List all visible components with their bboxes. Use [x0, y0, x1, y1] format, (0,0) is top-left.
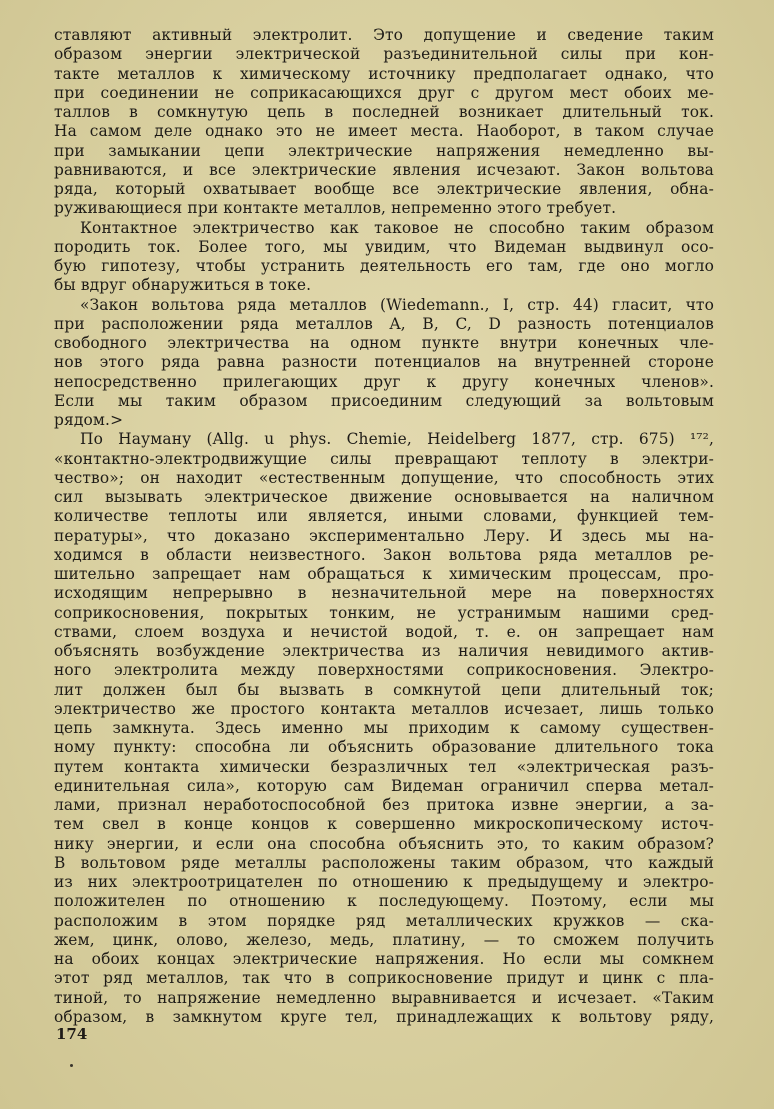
text-line: нику энергии, и если она способна объяснить это, то каким образом?: [54, 834, 714, 853]
text-line: «контактно-электродвижущие силы превращают теплоту в электри-: [54, 449, 714, 468]
text-line: путем контакта химически безразличных тел «электрическая разъ-: [54, 757, 714, 776]
text-line: при замыкании цепи электрические напряжения немедленно вы-: [54, 141, 714, 160]
text-line: количестве теплоты или является, иными словами, функцией тем-: [54, 507, 714, 526]
text-line: электричество же простого контакта металлов исчезает, лишь только: [54, 699, 714, 718]
text-line: образом, в замкнутом круге тел, принадлежащих к вольтову ряду,: [54, 1007, 714, 1026]
text-line: этот ряд металлов, так что в соприкосновение придут и цинк с пла-: [54, 969, 714, 988]
text-line: лами, признал неработоспособной без притока извне энергии, а за-: [54, 796, 714, 814]
text-line: равниваются, и все электрические явления исчезают. Закон вольтова: [54, 160, 714, 179]
text-line: ного электролита между поверхностями соприкосновения. Электро-: [54, 661, 714, 680]
text-line: таллов в сомкнутую цепь в последней возникает длительный ток.: [54, 103, 714, 121]
text-line: пературы», что доказано экспериментально Леру. И здесь мы на-: [54, 526, 714, 545]
text-line: жем, цинк, олово, железо, медь, платину, — то сможем получить: [54, 930, 714, 949]
text-line: непосредственно прилегающих друг к другу конечных членов».: [54, 372, 714, 391]
text-line: при расположении ряда металлов A, B, C, D разность потенциалов: [54, 314, 714, 333]
text-line: сил вызывать электрическое движение основывается на наличном: [54, 488, 714, 506]
text-line: лит должен был бы вызвать в сомкнутой цепи длительный ток;: [54, 680, 714, 699]
text-line: нов этого ряда равна разности потенциалов на внутренней стороне: [54, 353, 714, 372]
text-line: ходимся в области неизвестного. Закон вольтова ряда металлов ре-: [54, 545, 714, 564]
text-line: тиной, то напряжение немедленно выравнивается и исчезает. «Таким: [54, 988, 714, 1007]
text-line: единительная сила», которую сам Видеман ограничил сперва метал-: [54, 776, 714, 795]
text-line: По Науману (Allg. u phys. Chemie, Heidelberg 1877, стр. 675) ¹⁷²,: [80, 430, 714, 449]
text-line: свободного электричества на одном пункте внутри конечных чле-: [54, 334, 714, 352]
text-line: при соединении не соприкасающихся друг с другом мест обоих ме-: [54, 83, 714, 102]
text-line: положителен по отношению к последующему. Поэтому, если мы: [54, 892, 714, 911]
page-number: 174: [56, 1025, 88, 1043]
text-line: такте металлов к химическому источнику предполагает однако, что: [54, 64, 714, 83]
text-line: Если мы таким образом присоединим следующий за вольтовым: [54, 391, 714, 410]
text-line: шительно запрещает нам обращаться к химическим процессам, про-: [54, 565, 714, 583]
text-line: соприкосновения, покрытых тонким, не устранимым нашими сред-: [54, 603, 714, 622]
text-line: породить ток. Более того, мы увидим, что Видеман выдвинул осо-: [54, 237, 714, 256]
text-line: расположим в этом порядке ряд металлических кружков — ска-: [54, 911, 714, 930]
text-line: Контактное электричество как таковое не способно таким образом: [80, 218, 714, 237]
text-line: руживающиеся при контакте металлов, непременно этого требует.: [54, 199, 617, 218]
text-line: из них электроотрицателен по отношению к предыдущему и электро-: [54, 873, 714, 891]
text-line: исходящим непрерывно в незначительной мере на поверхностях: [54, 584, 714, 603]
text-line: чество»; он находит «естественным допущение, что способность этих: [54, 468, 714, 487]
text-line: тем свел в конце концов к совершенно микроскопическому источ-: [54, 815, 714, 834]
text-line: «Закон вольтова ряда металлов (Wiedemann., I, стр. 44) гласит, что: [80, 295, 714, 314]
text-line: бую гипотезу, чтобы устранить деятельность его там, где оно могло: [54, 257, 714, 275]
text-line: ному пункту: способна ли объяснить образование длительного тока: [54, 738, 714, 757]
text-line: ставляют активный электролит. Это допущение и сведение таким: [54, 26, 714, 44]
page-body-text: [54, 26, 714, 1027]
text-line: бы вдруг обнаружиться в токе.: [54, 276, 312, 295]
text-line: На самом деле однако это не имеет места. Наоборот, в таком случае: [54, 122, 714, 141]
text-line: В вольтовом ряде металлы расположены таким образом, что каждый: [54, 853, 714, 872]
text-line: на обоих концах электрические напряжения. Но если мы сомкнем: [54, 950, 714, 968]
text-line: цепь замкнута. Здесь именно мы приходим к самому существен-: [54, 719, 714, 737]
text-line: рядом.>: [54, 411, 124, 429]
text-line: образом энергии электрической разъединительной силы при кон-: [54, 45, 714, 64]
print-speck: [70, 1064, 73, 1067]
text-line: объяснять возбуждение электричества из наличия невидимого актив-: [54, 642, 714, 660]
text-line: ряда, который охватывает вообще все электрические явления, обна-: [54, 180, 714, 198]
text-line: ствами, слоем воздуха и нечистой водой, т. е. он запрещает нам: [54, 622, 714, 641]
